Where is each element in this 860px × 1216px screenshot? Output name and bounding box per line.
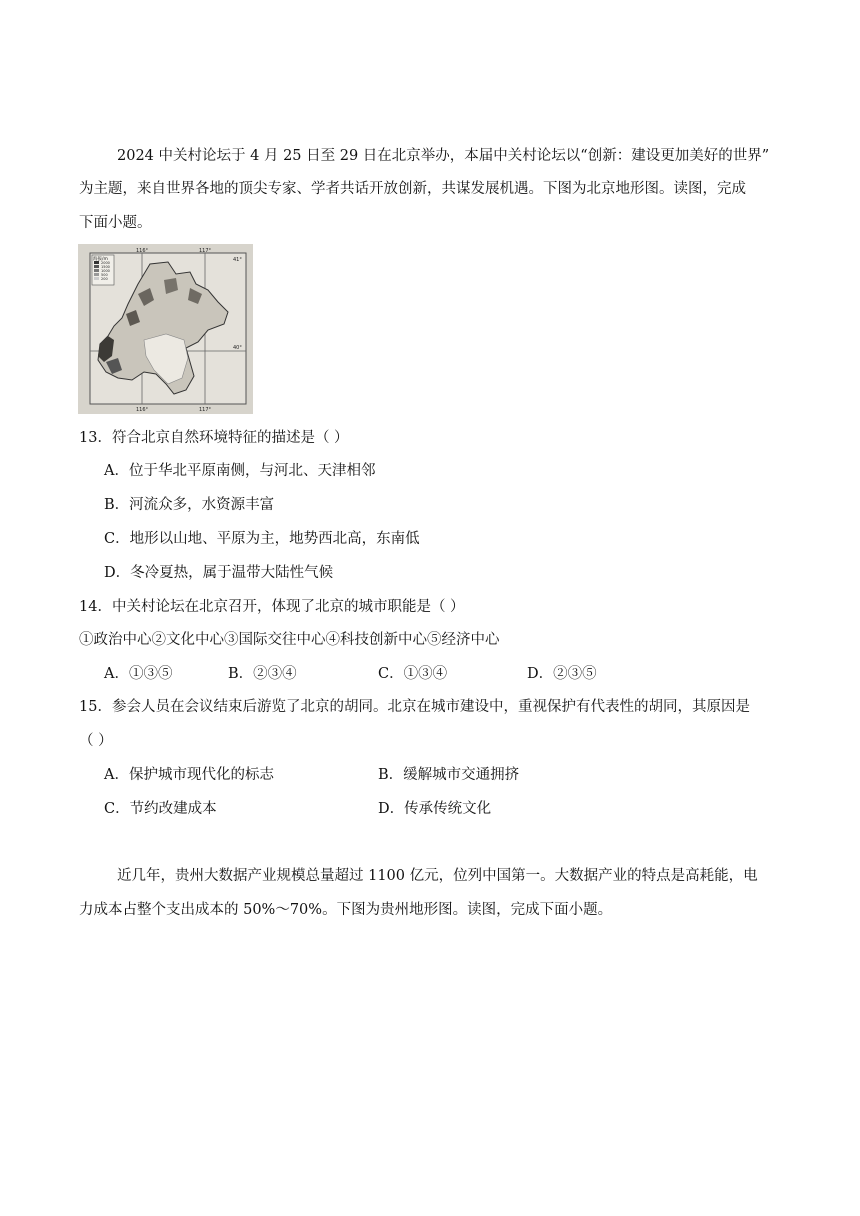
q14-option-b: B．②③④ [228,666,297,682]
legend-value: 1500 [101,265,110,269]
q13-option-b: B．河流众多，水资源丰富 [104,497,275,513]
q14-items: ①政治中心②文化中心③国际交往中心④科技创新中心⑤经济中心 [79,632,500,648]
q15-stem-line2: （ ） [79,733,113,749]
passage1-line1: 2024 中关村论坛于 4 月 25 日至 29 日在北京举办，本届中关村论坛以“创新：建设更加美好的世界” [117,148,770,164]
q14-stem: 14．中关村论坛在北京召开，体现了北京的城市职能是（ ） [79,599,465,615]
legend-value: 500 [101,273,108,277]
q15-option-d: D．传承传统文化 [378,801,492,817]
q14-options [0,664,860,684]
q13-option-d: D．冬冷夏热，属于温带大陆性气候 [104,565,334,581]
q15-options-row2 [0,799,860,819]
legend-value: 1000 [101,269,110,273]
q15-option-c: C．节约改建成本 [104,801,217,817]
q15-options-row1 [0,765,860,785]
q15-stem-line1: 15．参会人员在会议结束后游览了北京的胡同。北京在城市建设中，重视保护有代表性的胡同，其原因是 [79,699,750,715]
legend-value: 200 [101,277,108,281]
lon-label: 116° [136,407,149,413]
q15-option-a: A．保护城市现代化的标志 [104,767,274,783]
lon-label: 117° [199,248,212,254]
beijing-terrain-map [78,244,253,414]
legend-value: 2000 [101,261,110,265]
passage1-line3: 下面小题。 [79,215,152,231]
legend-title: 海拔/m [93,257,108,262]
lat-label: 41° [233,257,242,263]
lon-label: 116° [136,248,149,254]
lat-label: 40° [233,345,242,351]
q14-option-a: A．①③⑤ [104,666,173,682]
lon-label: 117° [199,407,212,413]
passage2-line2: 力成本占整个支出成本的 50%～70%。下图为贵州地形图。读图，完成下面小题。 [79,902,613,918]
passage1-line2: 为主题，来自世界各地的顶尖专家、学者共话开放创新，共谋发展机遇。下图为北京地形图。读图，完成 [79,181,746,197]
q13-stem: 13．符合北京自然环境特征的描述是（ ） [79,430,349,446]
q13-option-a: A．位于华北平原南侧，与河北、天津相邻 [104,463,376,479]
q14-option-d: D．②③⑤ [527,666,597,682]
q15-option-b: B．缓解城市交通拥挤 [378,767,520,783]
q14-option-c: C．①③④ [378,666,448,682]
q13-option-c: C．地形以山地、平原为主，地势西北高，东南低 [104,531,420,547]
passage2-line1: 近几年，贵州大数据产业规模总量超过 1100 亿元，位列中国第一。大数据产业的特点是高耗能，电 [117,868,758,884]
